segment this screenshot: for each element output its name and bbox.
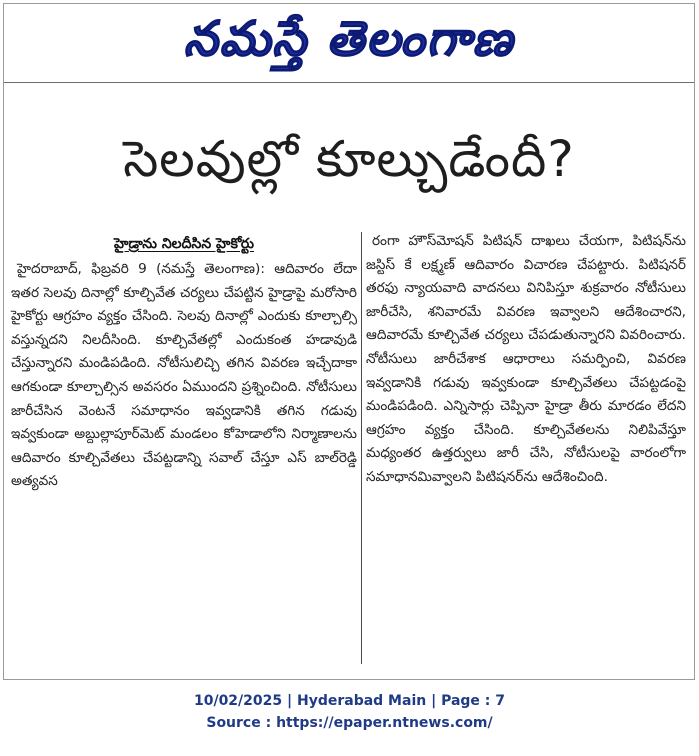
article-column-left	[11, 230, 357, 494]
article-column-right	[366, 230, 686, 490]
article-headline: సెలవుల్లో కూల్చుడేందీ?	[123, 130, 575, 188]
clipping-footer	[0, 690, 699, 734]
article-body-right: రంగా హౌస్‌మోషన్ పిటిషన్ దాఖలు చేయగా, పిటిషన్‌ను జస్టిస్ కే లక్ష్మణ్ ఆదివారం విచారణ చేపట్టారు. పిటిషనర్ తరఫు న్యాయవాది వాదనలు వినిపిస్తూ శుక్రవారం నోటీసులు జారీచేసి, శనివారమే వివరణ ఇవ్వాలని ఆదేశించారని, ఆదివారమే కూల్చివేత చర్యలు చేపడుతున్నారని వివరించారు. నోటీసులు జారీచేశాక ఆధారాలు సమర్పించి, వివరణ ఇవ్వడానికి గడువు ఇవ్వకుండా కూల్చివేతలు చేపట్టడంపై మండిపడింది. ఎన్నిసార్లు చెప్పినా హైడ్రా తీరు మారడం లేదని ఆగ్రహం వ్యక్తం చేసింది. కూల్చివేతలను నిలిపివేస్తూ మధ్యంతర ఉత్తర్వులు జారీ చేసి, నోటీసులపై వారంలోగా సమాధానమివ్వాలని పిటిషనర్‌ను ఆదేశించింది.	[366, 233, 686, 485]
article-body-left: హైదరాబాద్, ఫిబ్రవరి 9 (నమస్తే తెలంగాణ): ఆదివారం లేదా ఇతర సెలవు దినాల్లో కూల్చివేత చర్యలు చేపట్టిన హైడ్రాపై మరోసారి హైకోర్టు ఆగ్రహం వ్యక్తం చేసింది. సెలవు దినాల్లో ఎందుకు కూల్చాల్సి వస్తున్నదని నిలదీసింది. కూల్చివేతల్లో ఎందుకంత హడావుడి చేస్తున్నారని మండిపడింది. నోటీసులిచ్చి తగిన వివరణ ఇచ్చేదాకా ఆగకుండా కూల్చాల్సిన అవసరం ఏముందని ప్రశ్నించింది. నోటీసులు జారీచేసిన వెంటనే సమాధానం ఇవ్వడానికి తగిన గడువు ఇవ్వకుండా అబ్దుల్లాపూర్‌మెట్ మండలం కోహెడాలోని నిర్మాణాలను ఆదివారం కూల్చివేతలు చేపట్టడాన్ని సవాల్ చేస్తూ ఎస్ బాల్‌రెడ్డి అత్యవస	[11, 261, 357, 490]
newspaper-logo: నమస్తే తెలంగాణ	[183, 11, 515, 67]
article-subheadline: హైడ్రాను నిలదీసిన హైకోర్టు	[114, 236, 254, 252]
newspaper-clipping	[3, 3, 695, 680]
edition-info: 10/02/2025 | Hyderabad Main | Page : 7	[193, 693, 506, 709]
column-divider	[361, 232, 362, 664]
source-link[interactable]: Source : https://epaper.ntnews.com/	[206, 715, 493, 731]
masthead-divider	[4, 82, 694, 83]
masthead	[4, 4, 694, 82]
